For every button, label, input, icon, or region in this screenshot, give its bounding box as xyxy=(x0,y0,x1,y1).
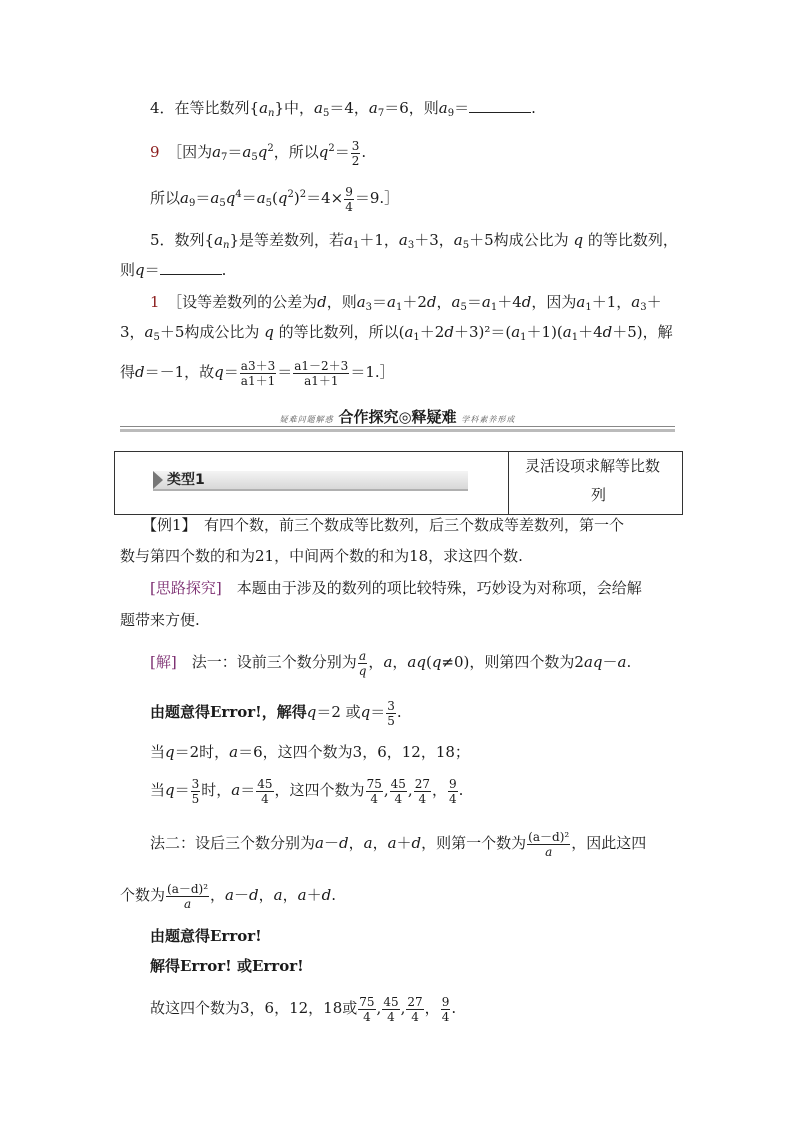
fraction: $\frac{3}{2}$ xyxy=(351,138,360,168)
answer-value: 9 xyxy=(150,143,160,161)
fraction: $\frac{27}{4}$ xyxy=(414,776,430,806)
example-line-2: 数与第四个数的和为21，中间两个数的和为18，求这四个数. xyxy=(120,547,523,565)
solution-tag: [解] xyxy=(150,653,177,671)
solution-final: 故这四个数为3，6，12，18或 $\frac{75}{4}$ , $\frac{45}{4}$ , $\frac{27}{4}$ ， $\frac{9}{4}$ . xyxy=(150,994,457,1024)
divider xyxy=(120,429,675,432)
fraction: $\frac{3}{5}$ xyxy=(191,776,200,806)
hint-line-1: [思路探究] 本题由于涉及的数列的项比较特殊，巧妙设为对称项，会给解 xyxy=(150,579,642,597)
answer-5-line-2: 3，$a_5+5$构成公比为 q 的等比数列，所以$(a_1+2d+3)^2=(a_1+1)(a_1+4d+5)$，解 xyxy=(120,323,673,343)
divider xyxy=(508,452,509,514)
fraction: $\frac{27}{4}$ xyxy=(407,994,423,1024)
fraction: $\frac{45}{4}$ xyxy=(383,994,399,1024)
example-line-1: 【例1】 有四个数，前三个数成等比数列，后三个数成等差数列，第一个 xyxy=(142,516,625,534)
answer-blank xyxy=(469,98,531,113)
fraction: $\frac{a1-2+3}{a1+1}$ xyxy=(294,358,349,388)
type-tag: 类型1 xyxy=(153,471,468,491)
type-title-line-2: 列 xyxy=(591,486,607,504)
hint-line-2: 题带来方便. xyxy=(120,611,200,629)
fraction: $\frac{9}{4}$ xyxy=(441,994,450,1024)
answer-blank xyxy=(160,260,222,275)
solution-method-2-line-1: 法二：设后三个数分别为a－d，a，a＋d，则第一个数为 $\frac{\text{(a－d)²}}{a}$ ，因此这四 xyxy=(150,829,647,859)
answer-5-line-3: 得d＝－1，故q＝ $\frac{a3+3}{a1+1}$ ＝ $\frac{a1-2+3}{a1+1}$ ＝1.］ xyxy=(120,358,395,388)
fraction: $\frac{\text{(a－d)²}}{a}$ xyxy=(167,881,209,911)
answer-4-line-1: 9 ［因为$a_7=a_5q^2$，所以$q^2=$ $\frac{3}{2}$ . xyxy=(150,138,367,168)
fraction: $\frac{a3+3}{a1+1}$ xyxy=(240,358,276,388)
fraction: $\frac{45}{4}$ xyxy=(257,776,273,806)
solution-system-2: 由题意得Error! xyxy=(150,927,262,945)
banner-title: 疑难问题解惑 合作探究◎释疑难 学科素养形成 xyxy=(279,408,516,426)
answer-4-line-2: 所以$a_9=a_5q^4=a_5(q^2)^2=4\times$ $\frac{9}{4}$ ＝9.］ xyxy=(150,184,400,214)
fraction: $\frac{75}{4}$ xyxy=(359,994,375,1024)
tag-corner xyxy=(153,471,163,489)
problem-5-line-1: 5．数列$\{a_n\}$是等差数列，若$a_1+1$，$a_3+3$，$a_5+5$构成公比为 q 的等比数列， xyxy=(150,231,678,251)
fraction: $\frac{9}{4}$ xyxy=(448,776,457,806)
fraction: $\frac{a}{q}$ xyxy=(358,648,367,678)
solution-line-1: [解] 法一：设前三个数分别为 $\frac{a}{q}$ ，a，aq(q≠0)，则第四个数为2aq－a. xyxy=(150,648,632,678)
fraction: $\frac{9}{4}$ xyxy=(345,184,353,214)
type-box xyxy=(114,451,683,515)
hint-tag: [思路探究] xyxy=(150,579,222,597)
type-title-line-1: 灵活设项求解等比数 xyxy=(525,457,661,475)
fraction: $\frac{45}{4}$ xyxy=(390,776,406,806)
problem-5-line-2: 则q＝ . xyxy=(120,261,227,279)
fraction: $\frac{75}{4}$ xyxy=(366,776,382,806)
solution-solve-2: 解得Error! 或Error! xyxy=(150,957,304,975)
fraction: $\frac{3}{5}$ xyxy=(387,698,395,728)
answer-value: 1 xyxy=(150,293,160,311)
solution-method-2-line-2: 个数为 $\frac{\text{(a－d)²}}{a}$ ，a－d，a，a＋d. xyxy=(120,881,336,911)
solution-case-1: 当q＝2时，a＝6，这四个数为3，6，12，18； xyxy=(150,743,470,761)
solution-case-2: 当q＝ $\frac{3}{5}$ 时，a＝ $\frac{45}{4}$ ，这四个数为 $\frac{75}{4}$ , $\frac{45}{4}$ , $\frac{27}{4}$ ， $\frac{9}{4}$ . xyxy=(150,776,464,806)
fraction: $\frac{\text{(a－d)²}}{a}$ xyxy=(528,829,570,859)
answer-5-line-1: 1 ［设等差数列的公差为d，则$a_3=a_1+2d$，$a_5=a_1+4d$，因为$a_1+1$，$a_3+$ xyxy=(150,293,662,313)
section-banner xyxy=(120,408,675,430)
solution-system-1: 由题意得Error!，解得q＝2 或q＝ $\frac{3}{5}$ . xyxy=(150,698,402,728)
problem-4: 4．在等比数列$\{a_n\}$中，$a_5=4$，$a_7=6$，则$a_9=$ . xyxy=(150,99,536,119)
